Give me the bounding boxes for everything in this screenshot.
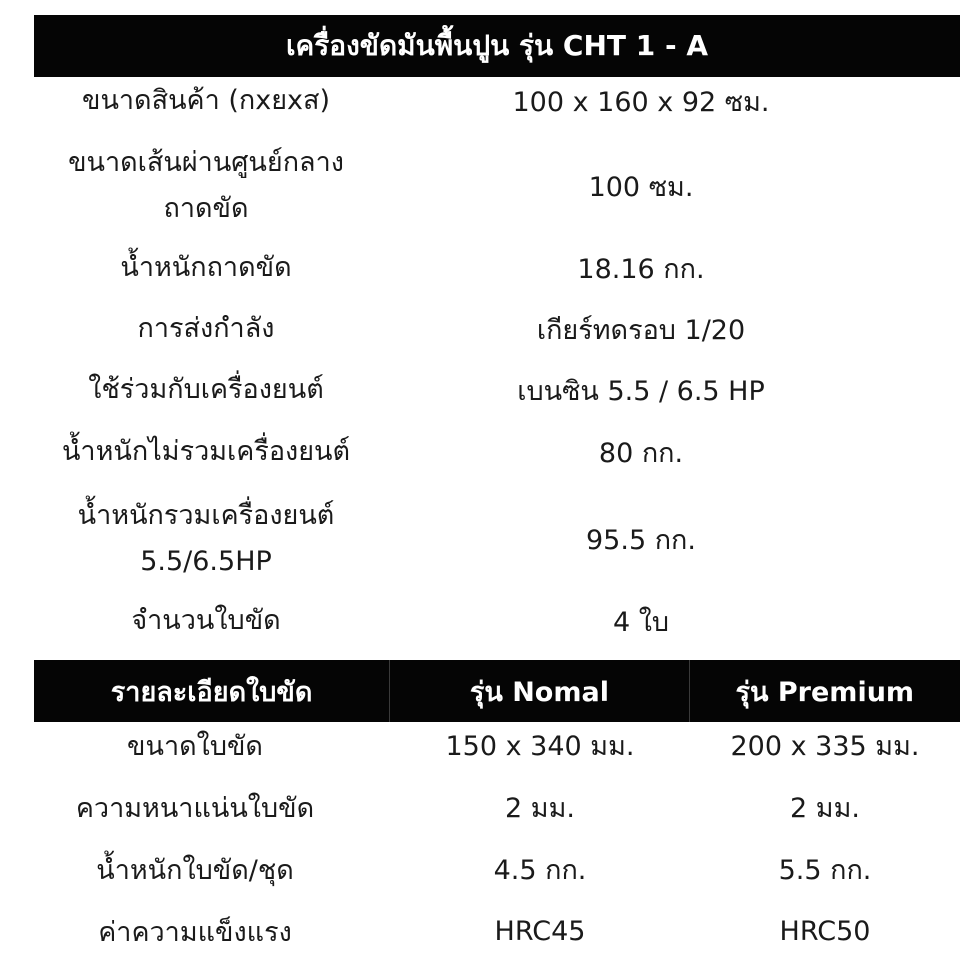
blade-row-normal: 150 x 340 มม. — [445, 730, 635, 762]
spec-label: ขนาดเส้นผ่านศูนย์กลาง ถาดขัด — [68, 147, 344, 224]
blade-row-label: น้ำหนักใบขัด/ชุด — [96, 854, 294, 886]
spec-label: น้ำหนักรวมเครื่องยนต์ 5.5/6.5HP — [77, 500, 335, 577]
blade-header-details: รายละเอียดใบขัด — [110, 676, 313, 708]
spec-row — [0, 598, 960, 644]
blade-table-header — [34, 660, 960, 722]
spec-row — [0, 493, 960, 585]
spec-value: เกียร์ทดรอบ 1/20 — [536, 314, 746, 346]
spec-value: 4 ใบ — [612, 606, 670, 638]
blade-row-label: ค่าความแข็งแรง — [98, 916, 292, 948]
blade-row-premium: 2 มม. — [790, 792, 860, 824]
blade-row-label: ความหนาแน่นใบขัด — [75, 792, 315, 824]
spec-value: 95.5 กก. — [586, 524, 696, 556]
blade-row-normal: 4.5 กก. — [493, 854, 587, 886]
blade-row-premium: HRC50 — [779, 915, 871, 947]
blade-row-normal: HRC45 — [494, 915, 586, 947]
product-title-bar — [34, 15, 960, 77]
spec-value: 100 x 160 x 92 ซม. — [512, 86, 770, 118]
spec-label: น้ำหนักไม่รวมเครื่องยนต์ — [61, 436, 351, 467]
spec-row — [0, 306, 960, 352]
spec-label: ใช้ร่วมกับเครื่องยนต์ — [88, 374, 324, 405]
table-row — [0, 777, 960, 837]
spec-value: เบนซิน 5.5 / 6.5 HP — [517, 375, 765, 407]
spec-row — [0, 140, 960, 232]
table-row — [0, 839, 960, 899]
product-title: เครื่องขัดมันพื้นปูน รุ่น CHT 1 - A — [285, 29, 709, 62]
blade-header-normal: รุ่น Nomal — [389, 660, 688, 722]
spec-row — [0, 78, 960, 124]
spec-label: จำนวนใบขัด — [131, 605, 281, 636]
spec-label: การส่งกำลัง — [137, 313, 275, 344]
blade-header-premium: รุ่น Premium — [689, 660, 960, 722]
spec-row — [0, 367, 960, 413]
spec-value: 100 ซม. — [588, 171, 694, 203]
spec-value: 18.16 กก. — [577, 253, 705, 285]
blade-row-normal: 2 มม. — [505, 792, 575, 824]
spec-value: 80 กก. — [598, 437, 684, 469]
spec-row — [0, 429, 960, 475]
blade-row-premium: 5.5 กก. — [778, 854, 872, 886]
spec-row — [0, 245, 960, 291]
blade-row-label: ขนาดใบขัด — [127, 730, 263, 762]
spec-label: น้ำหนักถาดขัด — [120, 252, 292, 283]
table-row — [0, 715, 960, 775]
spec-label: ขนาดสินค้า (กxยxส) — [81, 85, 331, 116]
blade-row-premium: 200 x 335 มม. — [730, 730, 920, 762]
table-row — [0, 901, 960, 961]
